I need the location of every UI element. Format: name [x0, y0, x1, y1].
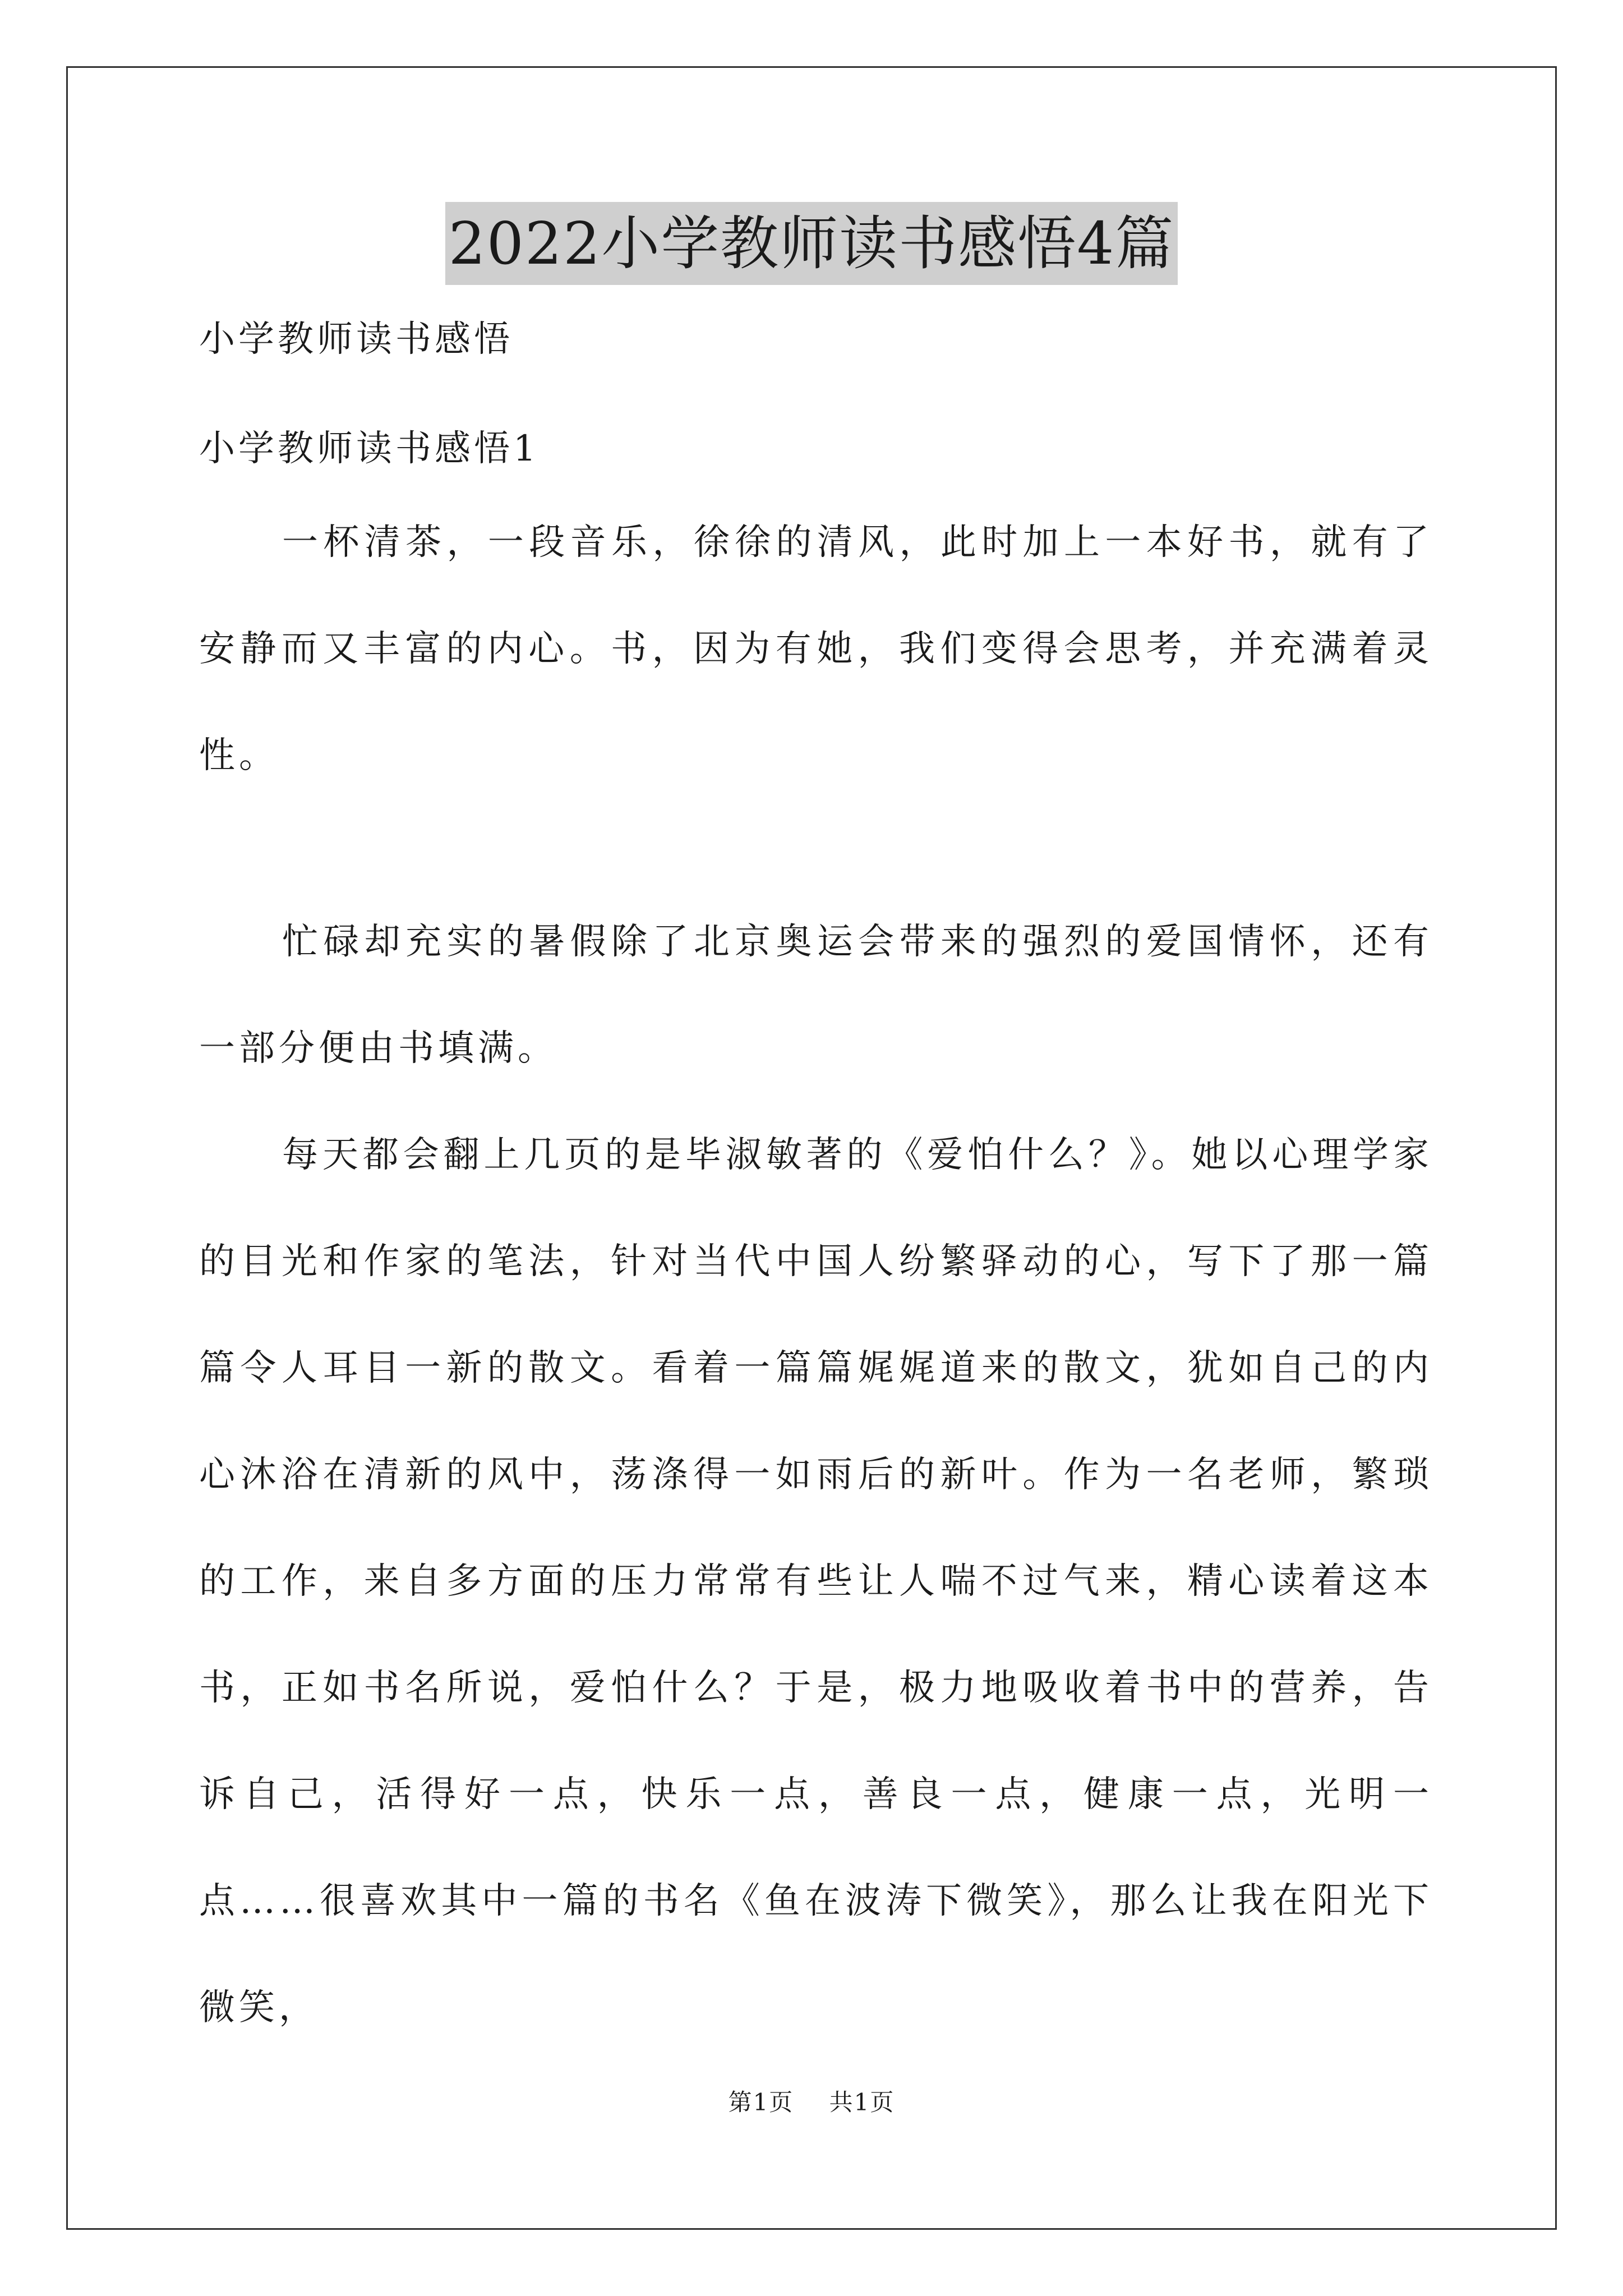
title-container — [0, 202, 1623, 285]
section-heading: 小学教师读书感悟 — [199, 319, 513, 360]
page-number: 第1页 — [728, 2088, 794, 2116]
document-body — [199, 314, 1433, 2061]
page-footer — [0, 2086, 1623, 2119]
document-title: 2022小学教师读书感悟4篇 — [445, 202, 1178, 285]
paragraph-1: 一杯清茶，一段音乐，徐徐的清风，此时加上一本好书，就有了安静而又丰富的内心。书，因为有她，我们变得会思考，并充满着灵性。 — [199, 522, 1433, 776]
paragraph-2: 忙碌却充实的暑假除了北京奥运会带来的强烈的爱国情怀，还有一部分便由书填满。 — [199, 921, 1433, 1069]
paragraph-3: 每天都会翻上几页的是毕淑敏著的《爱怕什么？》。她以心理学家的目光和作家的笔法，针对当代中国人纷繁驿动的心，写下了那一篇篇令人耳目一新的散文。看着一篇篇娓娓道来的散文，犹如自己的内心沐浴在清新的风中，荡涤得一如雨后的新叶。作为一名老师，繁琐的工作，来自多方面的压力常常有些让人喘不过气来，精心读着这本书，正如书名所说，爱怕什么？于是，极力地吸收着书中的营养，告诉自己，活得好一点，快乐一点，善良一点，健康一点，光明一点……很喜欢其中一篇的书名《鱼在波涛下微笑》，那么让我在阳光下微笑， — [199, 1134, 1433, 2028]
section-subheading: 小学教师读书感悟1 — [199, 428, 540, 470]
page-total: 共1页 — [829, 2088, 895, 2116]
